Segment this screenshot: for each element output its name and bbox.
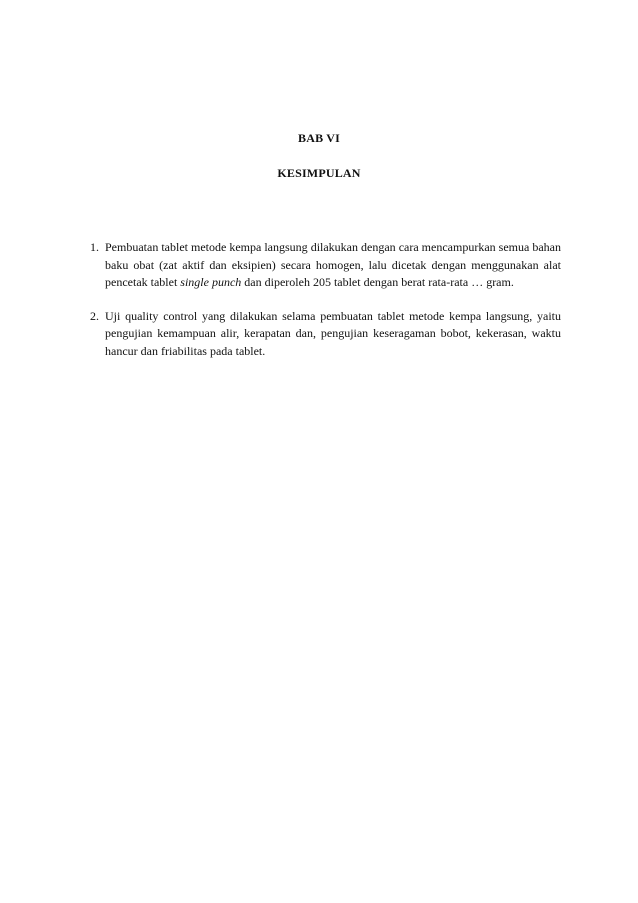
- conclusion-list: [90, 239, 561, 377]
- list-item-text: Uji quality control yang dilakukan selama pembuatan tablet metode kempa langsung, yaitu pengujian kemampuan alir, kerapatan dan, pengujian keseragaman bobot, kekerasan, waktu hancur dan friabilitas pada tablet.: [105, 308, 561, 358]
- list-item-text: [105, 239, 561, 292]
- list-item-number: 2.: [90, 308, 99, 323]
- list-item-text-part: Pembuatan tablet metode kempa langsung dilakukan dengan cara mencampurkan semua bahan baku obat (zat aktif dan eksipien) secara homogen, lalu dicetak dengan menggunakan alat pencetak tablet: [105, 240, 561, 290]
- chapter-heading: BAB VI: [298, 131, 340, 145]
- list-item-text-part: dan diperoleh 205 tablet dengan berat rata-rata … gram.: [241, 275, 514, 290]
- list-item-number: 1.: [90, 240, 99, 254]
- list-item: [90, 239, 561, 292]
- list-item: [90, 308, 561, 361]
- chapter-title: KESIMPULAN: [277, 166, 361, 180]
- list-item-italic-term: single punch: [180, 275, 242, 290]
